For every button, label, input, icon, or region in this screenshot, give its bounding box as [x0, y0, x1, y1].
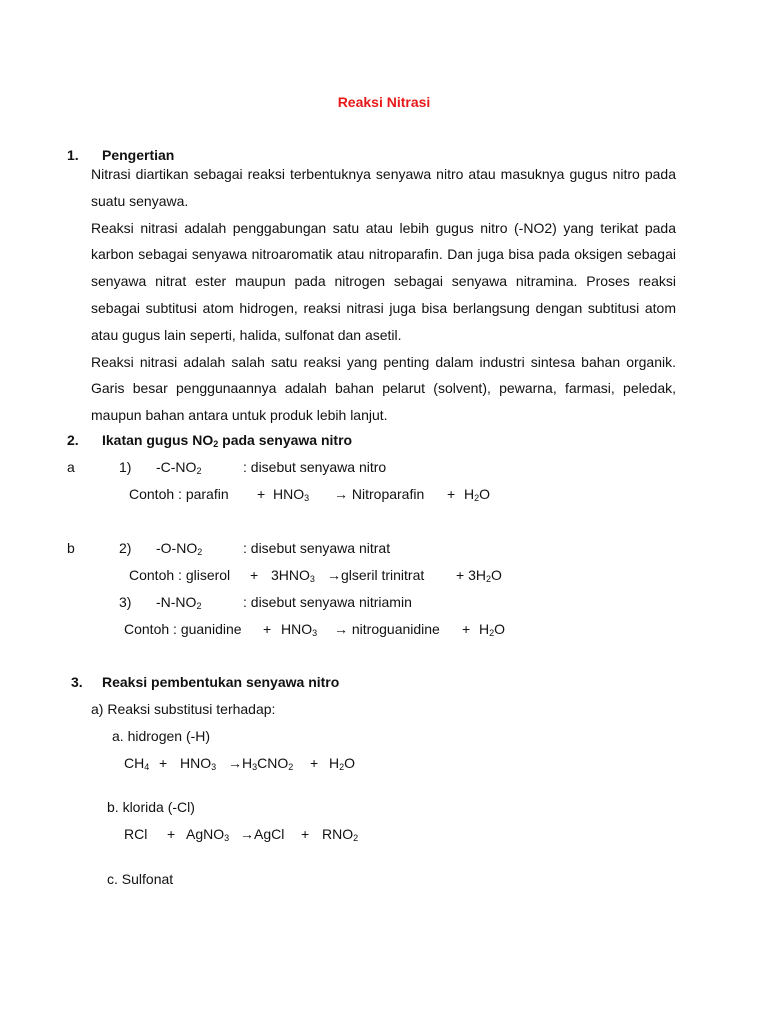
- water-subscript: 2: [474, 493, 480, 503]
- product-subscript-1: 3: [252, 762, 258, 772]
- heading-text: Ikatan gugus NO: [102, 432, 214, 448]
- water-text: H: [479, 621, 490, 637]
- reagent-subscript: 3: [304, 493, 310, 503]
- section-3-sub-a: a) Reaksi substitusi terhadap:: [91, 701, 276, 717]
- chloride-plus-2: +: [301, 826, 310, 842]
- reagent-subscript: 3: [211, 762, 217, 772]
- paragraph-1: Nitrasi diartikan sebagai reaksi terbentuknya senyawa nitro atau masuknya gugus nitro pada suatu senyawa.: [91, 166, 676, 209]
- hydrogen-plus-1: +: [159, 755, 168, 771]
- item-b-plus-1: +: [250, 567, 259, 583]
- group-subscript: 2: [197, 547, 203, 557]
- water-text-end: O: [479, 486, 491, 502]
- product-subscript-2: 2: [288, 762, 294, 772]
- water-subscript: 2: [339, 762, 345, 772]
- item-a-example-label: Contoh : parafin: [129, 486, 229, 502]
- chloride-label: b. klorida (-Cl): [107, 799, 195, 815]
- item-b-example-label: Contoh : gliserol: [129, 567, 231, 583]
- chloride-plus-1: +: [167, 826, 176, 842]
- methane-subscript: 4: [144, 762, 150, 772]
- chloride-product: →AgCl: [240, 826, 285, 842]
- section-1-body: [91, 161, 676, 429]
- item-a-reagent: [273, 486, 309, 502]
- item-b-letter: b: [67, 540, 75, 556]
- hydrogen-plus-2: +: [310, 755, 319, 771]
- item-a-number: 1): [119, 459, 132, 475]
- item-a-plus-2: +: [447, 486, 456, 502]
- page-title: Reaksi Nitrasi: [337, 94, 431, 110]
- reagent-text: HNO: [281, 621, 313, 637]
- group-subscript: 2: [196, 466, 202, 476]
- water-text: H: [464, 486, 475, 502]
- item-b-group: [156, 540, 202, 556]
- group-text: -C-NO: [156, 459, 197, 475]
- item-b-description: : disebut senyawa nitrat: [243, 540, 391, 556]
- paragraph-2: Reaksi nitrasi adalah penggabungan satu atau lebih gugus nitro (-NO2) yang terikat pada karbon sebagai senyawa nitroaromatik atau nitroparafin. Dan juga bisa pada oksigen sebagai senyawa nitrat ester maupun pada nitrogen sebagai senyawa nitramina. Proses reaksi sebagai subtitusi atom hidrogen, reaksi nitrasi juga bisa berlangsung dengan subtitusi atom atau gugus lain seperti, halida, sulfonat dan asetil.: [91, 219, 676, 343]
- water-subscript: 2: [485, 574, 491, 584]
- section-1-heading: Pengertian: [102, 147, 175, 163]
- item-b-water: [456, 567, 502, 583]
- item-a-product: → Nitroparafin: [334, 486, 425, 502]
- item-c-group: [156, 594, 201, 610]
- section-3-number: 3.: [71, 674, 83, 690]
- item-c-plus-1: +: [263, 621, 272, 637]
- group-text: -O-NO: [156, 540, 198, 556]
- item-a-group: [156, 459, 201, 475]
- water-text-end: O: [490, 567, 502, 583]
- reagent-subscript: 3: [312, 628, 318, 638]
- item-c-number: 3): [119, 594, 132, 610]
- item-a-letter: a: [67, 459, 75, 475]
- paragraph-3: Reaksi nitrasi adalah salah satu reaksi yang penting dalam industri sintesa bahan organik. Garis besar penggunaannya adalah bahan pelarut (solvent), pewarna, farmasi, peledak, maupun bahan antara untuk produk lebih lanjut.: [91, 353, 676, 424]
- reagent-subscript: 3: [309, 574, 315, 584]
- item-a-water: [464, 486, 490, 502]
- water-text-end: O: [494, 621, 506, 637]
- reagent-subscript: 3: [224, 833, 230, 843]
- hydrogen-water: [329, 755, 355, 771]
- nitro-text: RNO: [322, 826, 354, 842]
- heading-text-rest: pada senyawa nitro: [218, 432, 353, 448]
- heading-subscript: 2: [213, 439, 219, 449]
- nitro-subscript: 2: [353, 833, 359, 843]
- item-c-plus-2: +: [462, 621, 471, 637]
- item-c-example-label: Contoh : guanidine: [124, 621, 242, 637]
- group-subscript: 2: [196, 601, 202, 611]
- section-2-heading: [102, 432, 352, 448]
- item-b-number: 2): [119, 540, 132, 556]
- section-2-number: 2.: [67, 432, 79, 448]
- reagent-text: 3HNO: [271, 567, 310, 583]
- product-text: →H: [228, 755, 253, 771]
- group-text: -N-NO: [156, 594, 197, 610]
- section-3-heading: Reaksi pembentukan senyawa nitro: [102, 674, 340, 690]
- item-c-product: → nitroguanidine: [334, 621, 440, 637]
- sulfonate-label: c. Sulfonat: [107, 871, 174, 887]
- hydrogen-reactant: [124, 755, 149, 771]
- water-text-end: O: [344, 755, 356, 771]
- chloride-reactant: RCl: [124, 826, 148, 842]
- item-a-plus-1: +: [257, 486, 266, 502]
- product-text-mid: CNO: [257, 755, 289, 771]
- hydrogen-product: [228, 755, 293, 771]
- chloride-nitro-product: [322, 826, 358, 842]
- item-c-description: : disebut senyawa nitriamin: [243, 594, 412, 610]
- reagent-text: HNO: [273, 486, 305, 502]
- section-1-number: 1.: [67, 147, 79, 163]
- item-b-reagent: [271, 567, 315, 583]
- hydrogen-label: a. hidrogen (-H): [112, 728, 211, 744]
- reagent-text: AgNO: [186, 826, 225, 842]
- water-subscript: 2: [489, 628, 495, 638]
- water-text: H: [329, 755, 340, 771]
- item-c-water: [479, 621, 505, 637]
- methane-text: CH: [124, 755, 145, 771]
- item-c-reagent: [281, 621, 317, 637]
- chloride-reagent: [186, 826, 229, 842]
- hydrogen-reagent: [180, 755, 216, 771]
- item-b-product: →glseril trinitrat: [327, 567, 425, 583]
- water-text: + 3H: [456, 567, 486, 583]
- reagent-text: HNO: [180, 755, 212, 771]
- item-a-description: : disebut senyawa nitro: [243, 459, 387, 475]
